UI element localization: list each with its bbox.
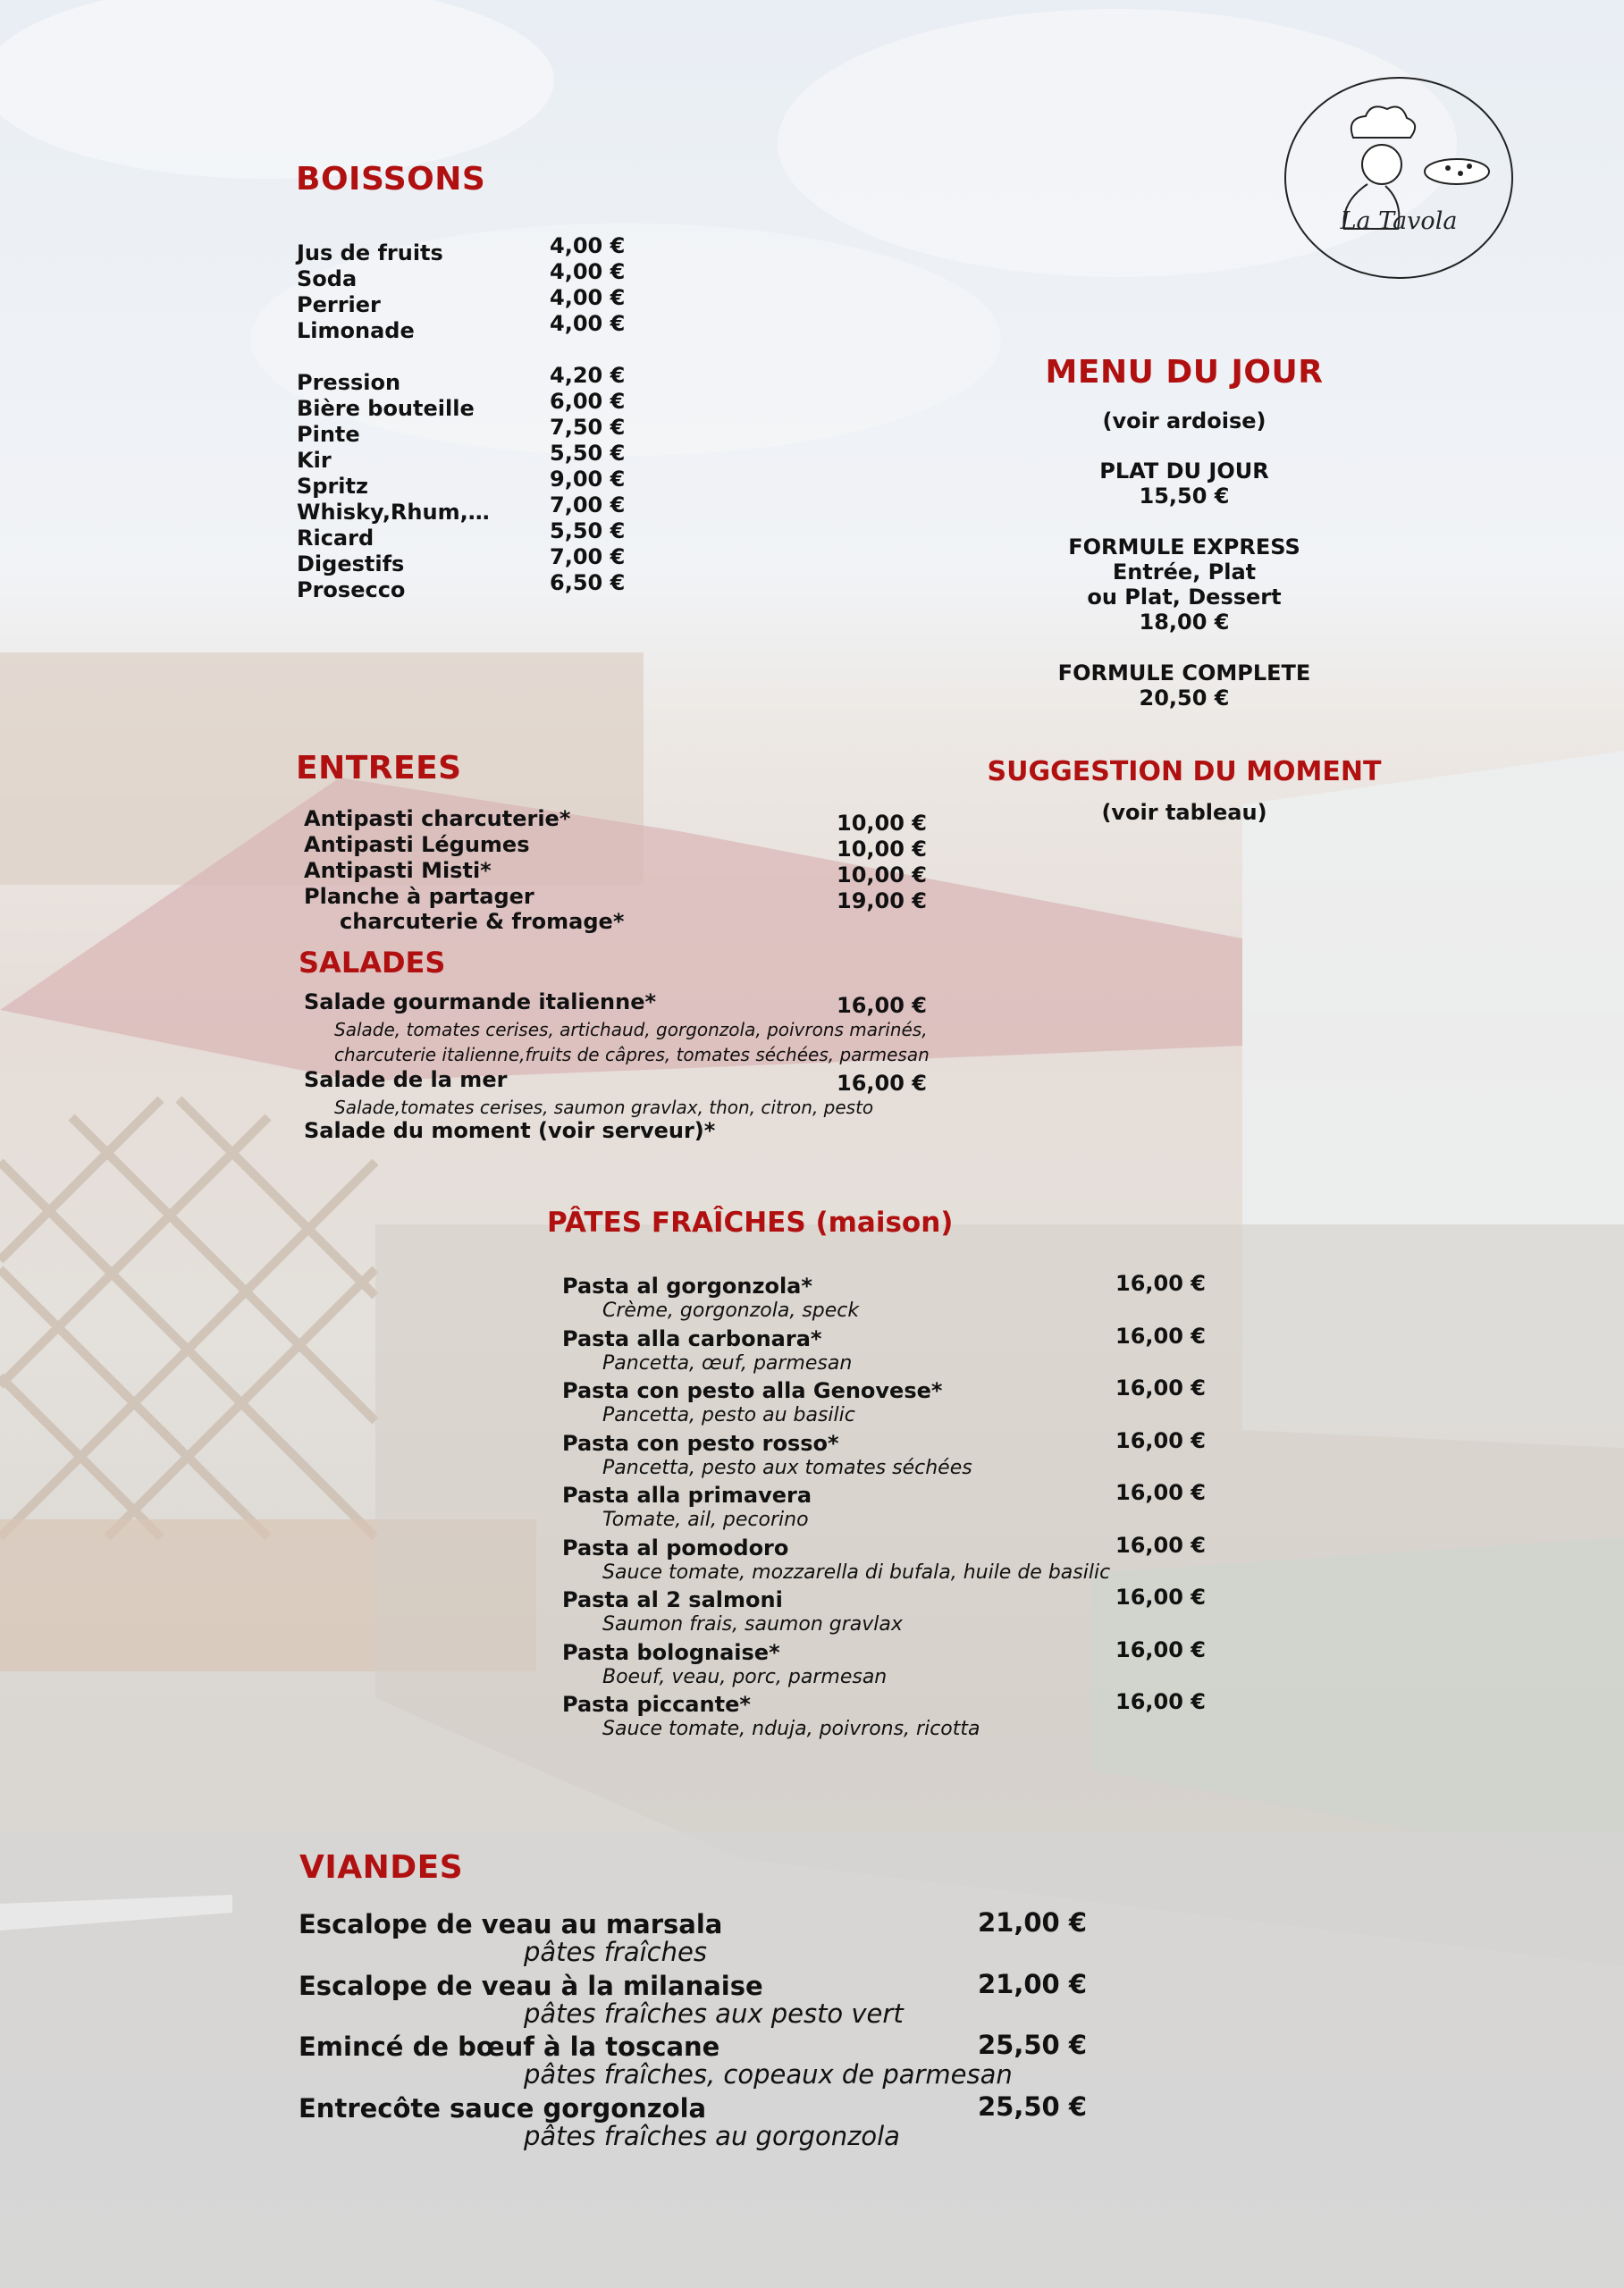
- boisson-name: Prosecco: [297, 577, 406, 602]
- boisson-name: Spritz: [297, 474, 368, 499]
- boisson-price: 5,50 €: [550, 441, 626, 466]
- svg-text:La Tavola: La Tavola: [1340, 207, 1458, 235]
- boisson-price: 4,00 €: [550, 233, 626, 258]
- boissons-title: BOISSONS: [296, 161, 486, 198]
- boisson-price: 7,00 €: [550, 492, 626, 517]
- boisson-price: 6,50 €: [550, 570, 626, 595]
- entrees-title: ENTREES: [296, 750, 462, 786]
- viande-price: 21,00 €: [978, 1968, 1088, 1999]
- menu-du-jour-note: (voir ardoise): [1102, 408, 1266, 433]
- entree-price: 10,00 €: [837, 811, 927, 836]
- boisson-price: 7,00 €: [550, 544, 626, 569]
- suggestion-note: (voir tableau): [1101, 800, 1267, 825]
- salade-mer-desc: Salade,tomates cerises, saumon gravlax, thon, citron, pesto: [334, 1097, 874, 1118]
- salade-mer-name: Salade de la mer: [304, 1067, 508, 1092]
- pates-title: PÂTES FRAÎCHES (maison): [547, 1207, 954, 1239]
- pasta-price: 16,00 €: [1115, 1585, 1206, 1610]
- logo: [1282, 75, 1516, 281]
- pasta-name: Pasta bolognaise*: [562, 1639, 780, 1665]
- pasta-price: 16,00 €: [1115, 1636, 1206, 1662]
- boisson-name: Pinte: [297, 422, 360, 447]
- pasta-price: 16,00 €: [1115, 1689, 1206, 1714]
- boisson-price: 7,50 €: [550, 415, 626, 440]
- suggestion-title: SUGGESTION DU MOMENT: [987, 756, 1382, 787]
- boisson-price: 6,00 €: [550, 389, 626, 414]
- formule-express-line2: ou Plat, Dessert: [1087, 585, 1282, 610]
- entree-name: Planche à partager: [304, 884, 534, 909]
- viande-price: 25,50 €: [978, 2090, 1088, 2122]
- salade-mer-price: 16,00 €: [837, 1071, 927, 1096]
- formule-express-line1: Entrée, Plat: [1112, 559, 1257, 585]
- menu-du-jour-title: MENU DU JOUR: [1045, 354, 1324, 391]
- pasta-desc: Pancetta, pesto au basilic: [602, 1404, 855, 1426]
- pasta-desc: Tomate, ail, pecorino: [602, 1509, 809, 1531]
- viande-name: Entrecôte sauce gorgonzola: [299, 2092, 707, 2124]
- viande-desc: pâtes fraîches au gorgonzola: [524, 2120, 900, 2151]
- entree-name: Antipasti Légumes: [304, 832, 530, 857]
- suggestion-du-moment: [970, 756, 1399, 825]
- pasta-desc: Pancetta, œuf, parmesan: [602, 1351, 853, 1375]
- salade-gourmande-desc2: charcuterie italienne,fruits de câpres, tomates séchées, parmesan: [334, 1044, 930, 1065]
- salade-gourmande-desc1: Salade, tomates cerises, artichaud, gorgonzola, poivrons marinés,: [334, 1019, 928, 1040]
- entree-price: 10,00 €: [837, 837, 927, 862]
- pasta-price: 16,00 €: [1115, 1532, 1206, 1558]
- boisson-name: Ricard: [297, 526, 374, 551]
- formule-complete-price: 20,50 €: [1139, 686, 1230, 711]
- boisson-price: 9,00 €: [550, 467, 626, 492]
- formule-complete-label: FORMULE COMPLETE: [1057, 660, 1311, 686]
- entree-price: 10,00 €: [837, 862, 927, 887]
- boisson-name: Limonade: [297, 318, 415, 343]
- viande-desc: pâtes fraîches: [524, 1937, 707, 1967]
- pasta-name: Pasta con pesto alla Genovese*: [562, 1378, 943, 1403]
- entree-name: Antipasti Misti*: [304, 858, 492, 883]
- pasta-name: Pasta al 2 salmoni: [562, 1587, 783, 1612]
- pasta-price: 16,00 €: [1115, 1323, 1206, 1349]
- pasta-desc: Crème, gorgonzola, speck: [602, 1300, 860, 1322]
- boisson-price: 4,00 €: [550, 311, 626, 336]
- pasta-name: Pasta alla primavera: [562, 1483, 812, 1508]
- boisson-price: 4,00 €: [550, 285, 626, 310]
- viande-name: Escalope de veau au marsala: [299, 1909, 723, 1939]
- viandes-title: VIANDES: [299, 1849, 464, 1886]
- salade-gourmande-name: Salade gourmande italienne*: [304, 989, 657, 1014]
- pasta-name: Pasta piccante*: [562, 1692, 751, 1717]
- boisson-name: Bière bouteille: [297, 396, 475, 421]
- pasta-desc: Saumon frais, saumon gravlax: [602, 1613, 903, 1636]
- entree-price: 19,00 €: [837, 888, 927, 913]
- viande-name: Emincé de bœuf à la toscane: [299, 2031, 720, 2062]
- pasta-price: 16,00 €: [1115, 1427, 1206, 1453]
- salade-gourmande-price: 16,00 €: [837, 993, 927, 1018]
- viande-price: 25,50 €: [978, 2030, 1088, 2060]
- pasta-price: 16,00 €: [1115, 1480, 1206, 1505]
- plat-du-jour-label: PLAT DU JOUR: [1099, 458, 1269, 484]
- formule-express-price: 18,00 €: [1139, 610, 1230, 635]
- menu-du-jour: [988, 354, 1381, 711]
- boisson-name: Soda: [297, 266, 358, 291]
- boisson-name: Digestifs: [297, 551, 405, 576]
- pasta-desc: Sauce tomate, nduja, poivrons, ricotta: [602, 1718, 980, 1740]
- pasta-desc: Boeuf, veau, porc, parmesan: [602, 1665, 888, 1688]
- chef-logo-icon: [1282, 75, 1516, 281]
- boisson-price: 5,50 €: [550, 518, 626, 543]
- plat-du-jour-price: 15,50 €: [1139, 484, 1230, 509]
- boisson-name: Pression: [297, 370, 401, 395]
- planche-line2: charcuterie & fromage*: [340, 909, 625, 934]
- pasta-name: Pasta alla carbonara*: [562, 1325, 822, 1351]
- boisson-name: Whisky,Rhum,…: [297, 500, 490, 525]
- formule-express-label: FORMULE EXPRESS: [1068, 534, 1300, 559]
- boisson-price: 4,00 €: [550, 259, 626, 284]
- boisson-name: Perrier: [297, 292, 381, 317]
- pasta-price: 16,00 €: [1115, 1271, 1206, 1296]
- viande-desc: pâtes fraîches, copeaux de parmesan: [524, 2059, 1013, 2090]
- boisson-price: 4,20 €: [550, 363, 626, 388]
- salade-moment: Salade du moment (voir serveur)*: [304, 1118, 716, 1143]
- salades-title: SALADES: [299, 946, 446, 980]
- pasta-name: Pasta al gorgonzola*: [562, 1274, 812, 1299]
- boisson-name: Kir: [297, 448, 332, 473]
- entree-name: Antipasti charcuterie*: [304, 806, 571, 831]
- viande-desc: pâtes fraîches aux pesto vert: [524, 1998, 904, 2029]
- pasta-name: Pasta con pesto rosso*: [562, 1430, 839, 1456]
- pasta-desc: Pancetta, pesto aux tomates séchées: [602, 1456, 972, 1479]
- viande-name: Escalope de veau à la milanaise: [299, 1970, 763, 2001]
- pasta-desc: Sauce tomate, mozzarella di bufala, huile de basilic: [602, 1560, 1111, 1584]
- boisson-name: Jus de fruits: [297, 240, 443, 265]
- pasta-name: Pasta al pomodoro: [562, 1535, 789, 1560]
- viande-price: 21,00 €: [978, 1907, 1088, 1938]
- pasta-price: 16,00 €: [1115, 1375, 1206, 1401]
